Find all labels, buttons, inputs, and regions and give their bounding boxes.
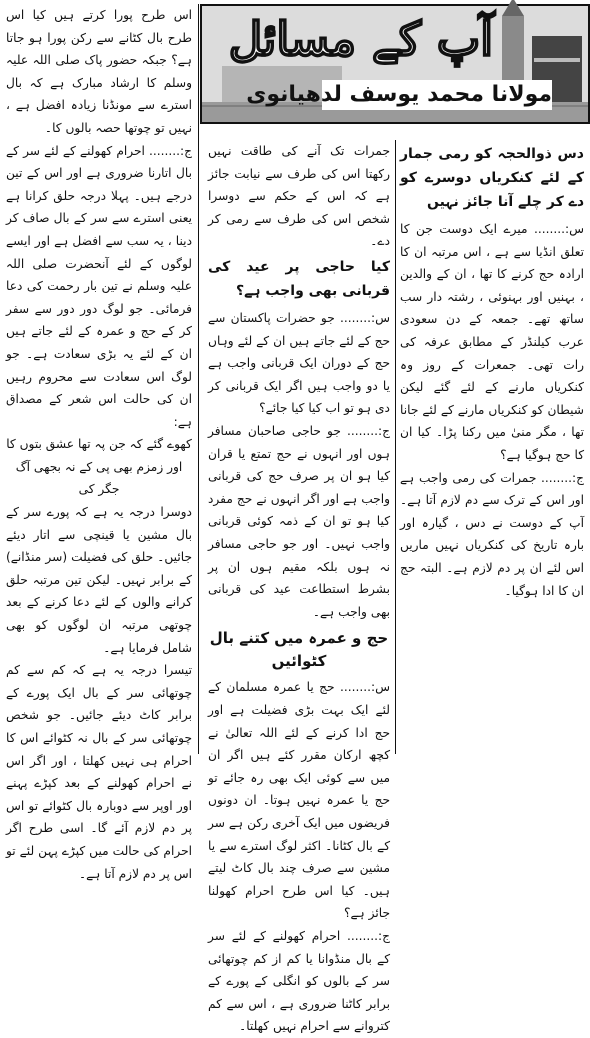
section-title: آپ کے مسائل <box>228 12 493 66</box>
paragraph: ج:........ احرام کھولنے کے لئے سر کے بال اتارنا ضروری ہے اور اس کے تین درجے ہیں۔ پہلا درجہ حلق کرانا ہے یعنی استرے سے سر کے بال صاف کر دینا ، یہ سب سے افضل ہے اور ایسے لوگوں کے لئے آنحضرت صلی اللہ علیہ وسلم نے تین بار رحمت کی دعا فرمائی۔ جو لوگ دور دور سے سفر کر کے حج و عمرہ کے لئے جاتے ہیں ان کے لئے یہ بڑی سعادت ہے۔ جو لوگ اس سعادت سے محروم رہیں ان کی حالت اس شعر کے مصداق ہے: <box>6 143 192 429</box>
paragraph: جمرات تک آنے کی طاقت نہیں رکھتا اس کی طرف سے نیابت جائز ہے کہ اس کے حکم سے دوسرا شخص اس کی طرف سے رمی کر دے۔ <box>208 144 390 249</box>
column-middle <box>208 140 390 1034</box>
article-heading: دس ذوالحجہ کو رمی جمار کے لئے کنکریاں دوسرے کو دے کر چلے آنا جائز نہیں <box>400 146 584 210</box>
question-text: س:........ میرے ایک دوست جن کا تعلق انڈیا سے ہے ، اس مرتبہ ان کا ارادہ حج کرنے کا تھا ، ان کے والدین ، بہنیں اور بہنوئی ، رشتہ دار سب ساتھ تھے۔ جمعہ کے دن سعودی عرب کیلنڈر کے مطابق عرفہ کی رات تھی۔ جمعرات کے روز وہ کنکریاں مارنے کے لئے گئے لیکن شیطان کو کنکریاں مارنے کے لئے جانا تھا ، مگر منیٰ میں رکنا پڑا۔ کیا ان کا حج ہوگیا ہے؟ <box>400 222 584 462</box>
column-divider <box>395 140 396 754</box>
paragraph: دوسرا درجہ یہ ہے کہ پورے سر کے بال مشین یا قینچی سے اتار دیئے جائیں۔ حلق کی فضیلت (سر منڈانے) کے برابر نہیں۔ لیکن تین مرتبہ حلق کرانے والوں کے لئے دعا کرنے کے بعد چوتھی مرتبہ ان لوگوں کو بھی شامل فرمایا ہے۔ <box>6 505 192 655</box>
paragraph: تیسرا درجہ یہ ہے کہ کم سے کم چوتھائی سر کے بال ایک پورے کے برابر کاٹ دیئے جائیں۔ جو شخص چوتھائی سر کے بال نہ کٹوائے اس کا احرام ہی نہیں کھلتا ، اور اگر اس نے احرام کھولنے کے بعد کپڑے پہنے اور اوپر سے دوبارہ بال کٹوائے تو اس پر دم لازم آئے گا۔ اسی طرح اگر احرام کی حالت میں کپڑے پہن لئے تو اس پر دم لازم آتا ہے۔ <box>6 663 192 881</box>
author-name: مولانا محمد یوسف لدھیانوی <box>322 80 552 110</box>
column-right <box>400 140 584 754</box>
verse-line: اور زمزم بھی پی کے نہ بجھی آگ جگر کی <box>15 459 183 497</box>
column-divider <box>198 4 199 754</box>
verse-line: کھوے گئے کہ جن پہ تھا عشق بتوں کا <box>6 437 192 452</box>
column-left <box>6 4 192 881</box>
answer-text: ج:........ جمرات کی رمی واجب ہے اور اس کے ترک سے دم لازم آتا ہے۔ آپ کے دوست نے دس ، گیارہ اور بارہ تاریخ کی کنکریاں نہیں ماریں اس لئے ان پر دم لازم ہے۔ البتہ حج ان کا ادا ہوگیا۔ <box>400 470 584 598</box>
header-banner <box>200 4 590 124</box>
answer-text: ج:........ احرام کھولنے کے لئے سر کے بال منڈوانا یا کم از کم چوتھائی سر کے بالوں کو انگلی کے پورے کے برابر کاٹنا ضروری ہے ، اس سے کم کتروانے سے احرام نہیں کھلتا۔ <box>208 929 390 1034</box>
question-text: س:........ جو حضرات پاکستان سے حج کے لئے جاتے ہیں ان کے لئے وہاں حج کے دوران ایک قربانی واجب ہے یا دو واجب ہیں اگر ایک قربانی کر دی ہو تو اب کیا کیا جائے؟ <box>208 310 390 416</box>
article-heading: حج و عمرہ میں کتنے بال کٹوائیں <box>209 629 389 670</box>
question-text: س:........ حج یا عمرہ مسلمان کے لئے ایک بہت بڑی فضیلت ہے اور حج ادا کرنے کے لئے اللہ تعالیٰ نے کچھ ارکان مقرر کئے ہیں اگر ان میں سے کوئی ایک بھی رہ جائے تو حج یا عمرہ نہیں ہوتا۔ ان دونوں فریضوں میں ایک آخری رکن ہے سر کے بال کٹانا۔ اکثر لوگ استرے سے یا مشین سے صرف چند بال کاٹ لیتے ہیں۔ کیا اس طرح احرام کھولنا جائز ہے؟ <box>208 680 390 921</box>
answer-text: ج:........ جو حاجی صاحبان مسافر ہوں اور انہوں نے حج تمتع یا قران کیا ہو ان پر صرف حج کی قربانی واجب ہے اور اگر انہوں نے حج مفرد کیا ہو تو ان کے ذمہ کوئی قربانی واجب نہیں۔ اور جو حاجی مسافر نہ ہوں بلکہ مقیم ہوں ان پر بشرط استطاعت عید کی قربانی بھی واجب ہے۔ <box>208 423 390 619</box>
paragraph: اس طرح پورا کرتے ہیں کیا اس طرح بال کٹانے سے رکن پورا ہو جاتا ہے؟ جبکہ حضور پاک صلی اللہ علیہ وسلم کا ارشاد مبارک ہے کہ بال استرے سے مونڈنا زیادہ افضل ہے ، نہیں تو چوتھا حصہ بالوں کا۔ <box>6 8 192 135</box>
article-heading: کیا حاجی پر عید کی قربانی بھی واجب ہے؟ <box>208 258 390 299</box>
